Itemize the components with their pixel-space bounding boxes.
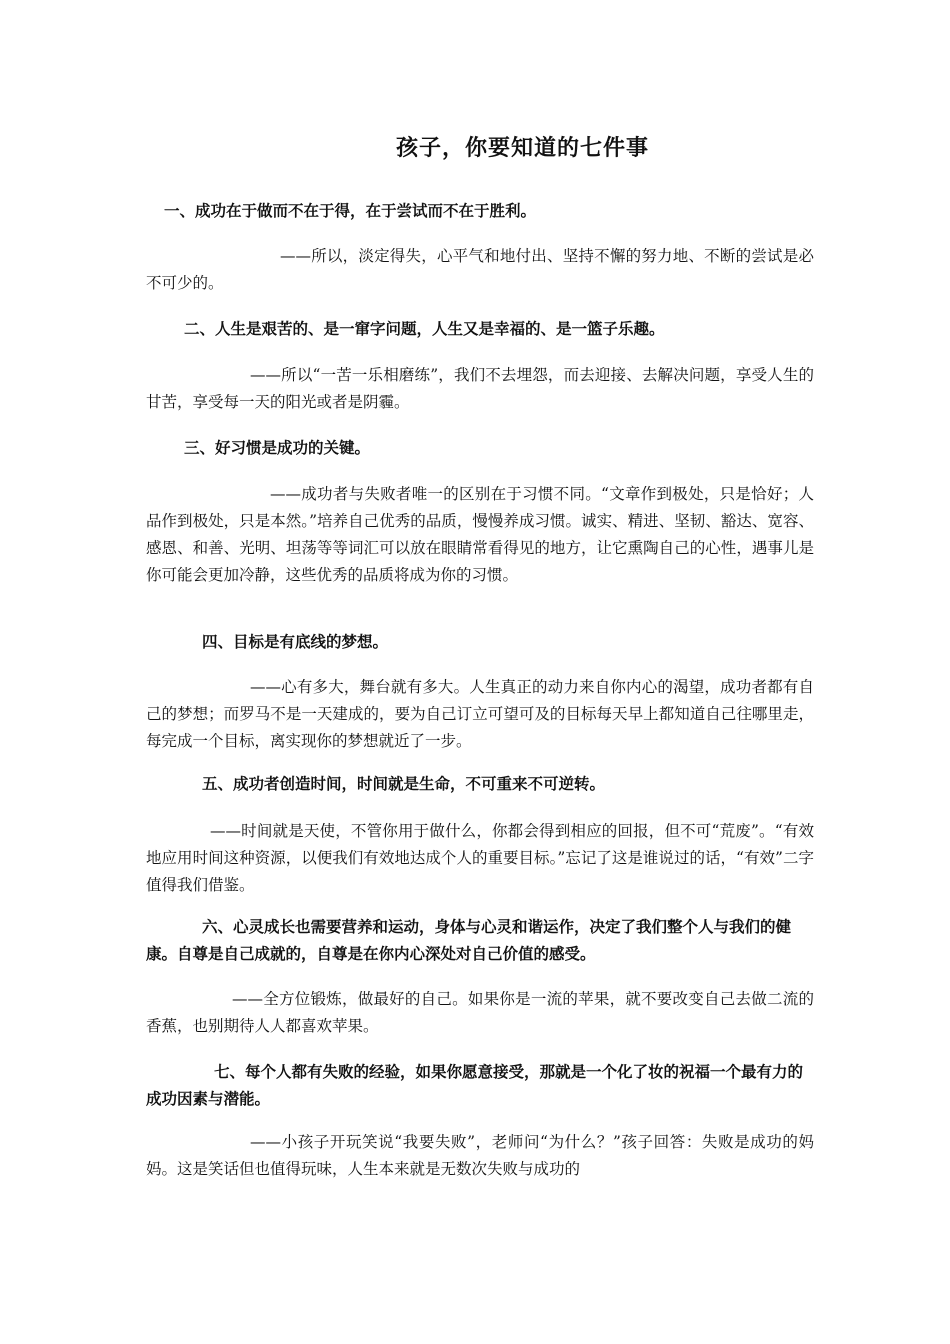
section-2-body: ——所以“一苦一乐相磨练”，我们不去埋怨，而去迎接、去解决问题，享受人生的甘苦，享受每一天的阳光或者是阴霾。 [146, 366, 814, 411]
section-7-body: ——小孩子开玩笑说“我要失败”，老师问“为什么？”孩子回答：失败是成功的妈妈。这是笑话但也值得玩味，人生本来就是无数次失败与成功的 [146, 1133, 814, 1178]
section-4-body: ——心有多大，舞台就有多大。人生真正的动力来自你内心的渴望，成功者都有自己的梦想；而罗马不是一天建成的，要为自己订立可望可及的目标每天早上都知道自己往哪里走，每完成一个目标，离实现你的梦想就近了一步。 [146, 678, 814, 750]
section-4-heading: 四、目标是有底线的梦想。 [202, 633, 389, 651]
section-1-heading: 一、成功在于做而不在于得，在于尝试而不在于胜利。 [164, 202, 537, 220]
section-5-body: ——时间就是天使，不管你用于做什么，你都会得到相应的回报，但不可“荒废”。“有效地应用时间这种资源，以便我们有效地达成个人的重要目标。”忘记了这是谁说过的话，“有效”二字值得我们借鉴。 [146, 822, 814, 894]
section-5-heading: 五、成功者创造时间，时间就是生命，不可重来不可逆转。 [202, 775, 606, 793]
section-6-heading: 六、心灵成长也需要营养和运动，身体与心灵和谐运作，决定了我们整个人与我们的健康。自尊是自己成就的，自尊是在你内心深处对自己价值的感受。 [146, 918, 792, 963]
document-title: 孩子，你要知道的七件事 [395, 136, 649, 161]
section-1-body: ——所以，淡定得失，心平气和地付出、坚持不懈的努力地、不断的尝试是必不可少的。 [146, 247, 814, 292]
section-3-heading: 三、好习惯是成功的关键。 [184, 439, 371, 457]
section-3-body: ——成功者与失败者唯一的区别在于习惯不同。“文章作到极处，只是恰好；人品作到极处，只是本然。”培养自己优秀的品质，慢慢养成习惯。诚实、精进、坚韧、豁达、宽容、感恩、和善、光明、坦荡等等词汇可以放在眼睛常看得见的地方，让它熏陶自己的心性，遇事儿是你可能会更加冷静，这些优秀的品质将成为你的习惯。 [146, 485, 814, 584]
section-6-body: ——全方位锻炼，做最好的自己。如果你是一流的苹果，就不要改变自己去做二流的香蕉，也别期待人人都喜欢苹果。 [146, 990, 814, 1035]
section-2-heading: 二、人生是艰苦的、是一窜字问题，人生又是幸福的、是一篮子乐趣。 [184, 320, 665, 338]
section-7-heading: 七、每个人都有失败的经验，如果你愿意接受，那就是一个化了妆的祝福一个最有力的成功因素与潜能。 [146, 1063, 804, 1108]
